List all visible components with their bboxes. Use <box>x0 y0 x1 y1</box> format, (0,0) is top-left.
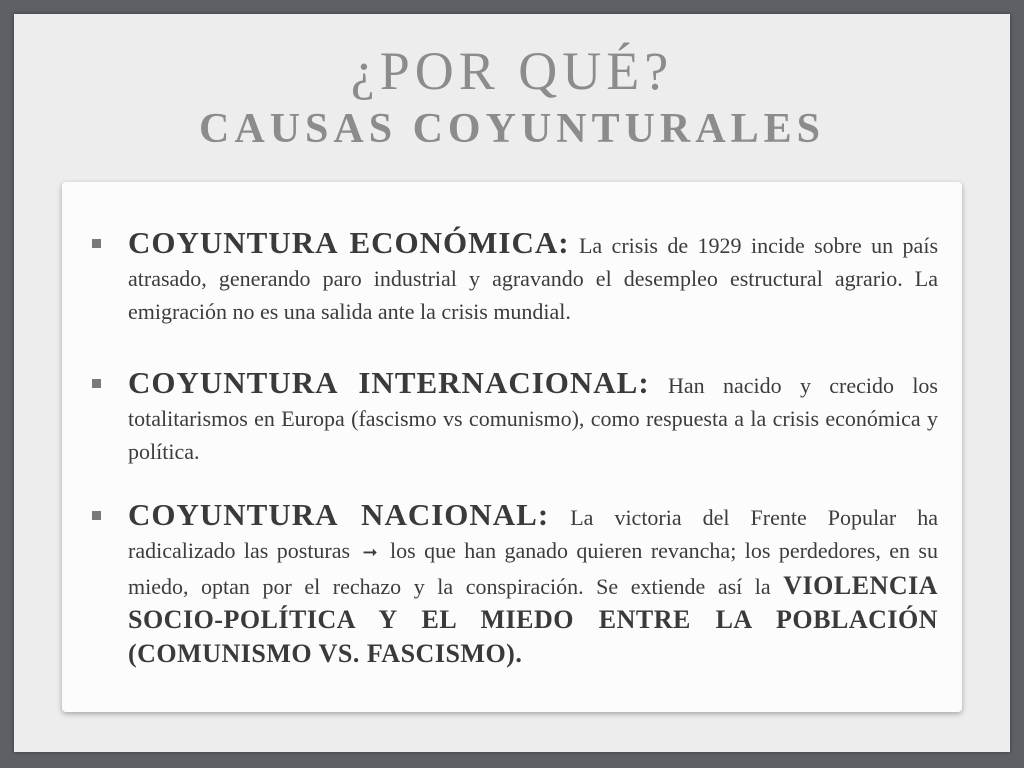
bullet-square-icon <box>92 239 101 248</box>
bullet-square-icon <box>92 379 101 388</box>
bullet-emphasis: VIOLENCIA SOCIO-POLÍTICA Y EL MIEDO ENTRE LA POBLACIÓN (COMUNISMO VS. FASCISMO). <box>128 571 938 668</box>
bullet-heading: COYUNTURA NACIONAL: <box>128 497 550 532</box>
bullet-square-icon <box>92 511 101 520</box>
content-panel <box>62 182 962 712</box>
slide <box>14 14 1010 752</box>
slide-title: ¿POR QUÉ? <box>350 41 674 101</box>
bullet-economic <box>92 226 938 328</box>
bullet-text <box>128 366 938 468</box>
bullet-heading: COYUNTURA INTERNACIONAL: <box>128 365 650 400</box>
bullet-body: La crisis de 1929 incide sobre un país atrasado, generando paro industrial y agravando el desempleo estructural agrario. La emigración no es una salida ante la crisis mundial. <box>128 233 938 324</box>
slide-subtitle: CAUSAS COYUNTURALES <box>199 106 825 152</box>
bullet-international <box>92 366 938 468</box>
bullet-text <box>128 226 938 328</box>
right-arrow-icon: ➞ <box>362 542 378 563</box>
bullet-text <box>128 498 938 671</box>
bullet-body-before-arrow: La victoria del Frente Popular ha radicalizado las posturas <box>128 505 939 563</box>
bullet-body: Han nacido y crecido los totalitarismos en Europa (fascismo vs comunismo), como respuesta a la crisis económica y política. <box>128 373 938 464</box>
bullet-body-after-arrow: los que han ganado quieren revancha; los perdedores, en su miedo, optan por el rechazo y la conspiración. Se extiende así la <box>128 538 938 599</box>
bullet-national <box>92 498 938 671</box>
bullet-heading: COYUNTURA ECONÓMICA: <box>128 225 570 260</box>
